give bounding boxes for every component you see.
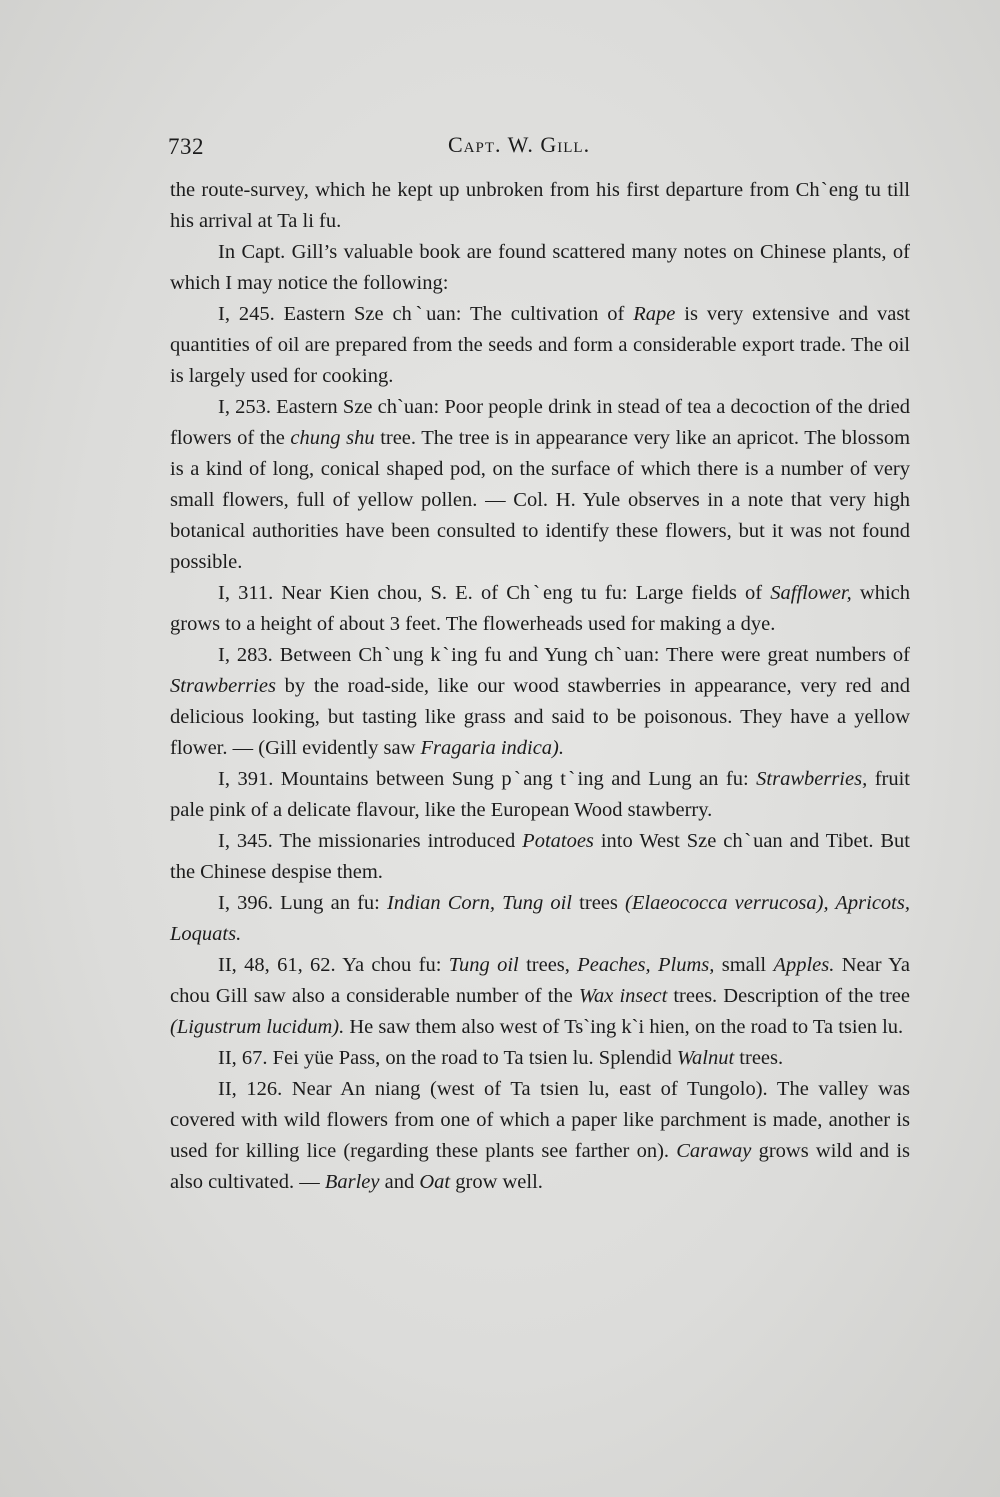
italic-text: Indian Corn, Tung oil	[387, 892, 573, 914]
text-run: and	[379, 1171, 420, 1193]
running-head: Capt. W. Gill.	[448, 132, 591, 157]
italic-text: Walnut	[676, 1047, 735, 1069]
italic-text: Caraway	[676, 1140, 752, 1162]
text-run: trees	[572, 892, 626, 914]
italic-text: Oat	[419, 1171, 451, 1193]
text-run: by the road-side, like our wood stawberries in appearance, very red and delicious looking, but tasting like grass and said to be poisonous. They have a yellow flower. — (Gill evidently saw	[170, 675, 910, 759]
text-run: In Capt. Gill’s valuable book are found scattered many notes on Chinese plants, of which I may notice the following:	[170, 241, 910, 294]
text-run: which grows to a height of about 3 feet. The flowerheads used for making a dye.	[170, 582, 910, 635]
text-run: into West Sze chˋuan and Tibet. But the Chinese despise them.	[170, 830, 910, 883]
text-run: He saw them also west of Tsˋing kˋi hien, on the road to Ta tsien lu.	[344, 1016, 904, 1038]
text-run: I, 245. Eastern Sze chˋuan: The cultivation of	[218, 303, 634, 325]
page-header	[168, 128, 914, 164]
paragraph	[170, 392, 910, 578]
text-run: grows wild and is also cultivated. —	[170, 1140, 910, 1193]
text-run: I, 311. Near Kien chou, S. E. of Chˋeng tu fu: Large fields of	[218, 582, 771, 604]
italic-text: Barley	[324, 1171, 380, 1193]
text-run: is very extensive and vast quantities of oil are prepared from the seeds and form a considerable export trade. The oil is largely used for cooking.	[170, 303, 910, 387]
text-run: I, 391. Mountains between Sung pˋang tˋing and Lung an fu:	[218, 768, 757, 790]
paragraph	[170, 175, 910, 237]
text-run: I, 396. Lung an fu:	[218, 892, 388, 914]
italic-text: Peaches, Plums,	[577, 954, 715, 976]
text-run: fruit pale pink of a delicate flavour, like the European Wood stawberry.	[170, 768, 910, 821]
paragraph	[170, 299, 910, 392]
paragraph	[170, 237, 910, 299]
italic-text: Strawberries	[170, 675, 276, 697]
paragraph	[170, 1043, 910, 1074]
italic-text: Strawberries,	[756, 768, 868, 790]
text-run: the route-survey, which he kept up unbroken from his first departure from Chˋeng tu till his arrival at Ta li fu.	[170, 179, 910, 232]
italic-text: Wax insect	[578, 985, 668, 1007]
text-run: Near Ya chou Gill saw also a considerable number of the	[170, 954, 910, 1007]
text-run: small	[714, 954, 774, 976]
text-run: II, 67. Fei yüe Pass, on the road to Ta tsien lu. Splendid	[218, 1047, 677, 1069]
paragraph	[170, 826, 910, 888]
text-run: trees.	[734, 1047, 784, 1069]
text-run: trees. Description of the tree	[667, 985, 910, 1007]
body-text	[170, 175, 910, 1198]
text-run: II, 126. Near An niang (west of Ta tsien lu, east of Tungolo). The valley was covered with wild flowers from one of which a paper like parchment is made, another is used for killing lice (regarding these plants see farther on).	[170, 1078, 910, 1162]
italic-text: Apples.	[773, 954, 835, 976]
text-run: grow well.	[450, 1171, 543, 1193]
text-run: I, 253. Eastern Sze chˋuan: Poor people drink in stead of tea a decoction of the dried flowers of the	[170, 396, 910, 449]
paragraph	[170, 578, 910, 640]
paragraph	[170, 764, 910, 826]
text-run: trees,	[518, 954, 578, 976]
italic-text: Rape	[633, 303, 676, 325]
paragraph	[170, 640, 910, 764]
text-run: I, 345. The missionaries introduced	[218, 830, 523, 852]
italic-text: Tung oil	[448, 954, 519, 976]
italic-text: Potatoes	[522, 830, 594, 852]
text-run: tree. The tree is in appearance very like an apricot. The blossom is a kind of long, conical shaped pod, on the surface of which there is a number of very small flowers, full of yellow pollen. — Col. H. Yule observes in a note that very high botanical authorities have been consulted to identify these flowers, but it was not found possible.	[170, 427, 911, 573]
paragraph	[170, 1074, 910, 1198]
italic-text: (Ligustrum lucidum).	[170, 1016, 345, 1038]
page-number: 732	[168, 134, 204, 159]
italic-text: Safflower,	[770, 582, 852, 604]
italic-text: Fragaria indica).	[420, 737, 565, 759]
paragraph	[170, 888, 910, 950]
italic-text: chung shu	[290, 427, 375, 449]
text-run: I, 283. Between Chˋung kˋing fu and Yung chˋuan: There were great numbers of	[218, 644, 910, 666]
paragraph	[170, 950, 910, 1043]
text-run: II, 48, 61, 62. Ya chou fu:	[218, 954, 449, 976]
italic-text: (Elaeococca verrucosa), Apricots, Loquats.	[170, 892, 910, 945]
